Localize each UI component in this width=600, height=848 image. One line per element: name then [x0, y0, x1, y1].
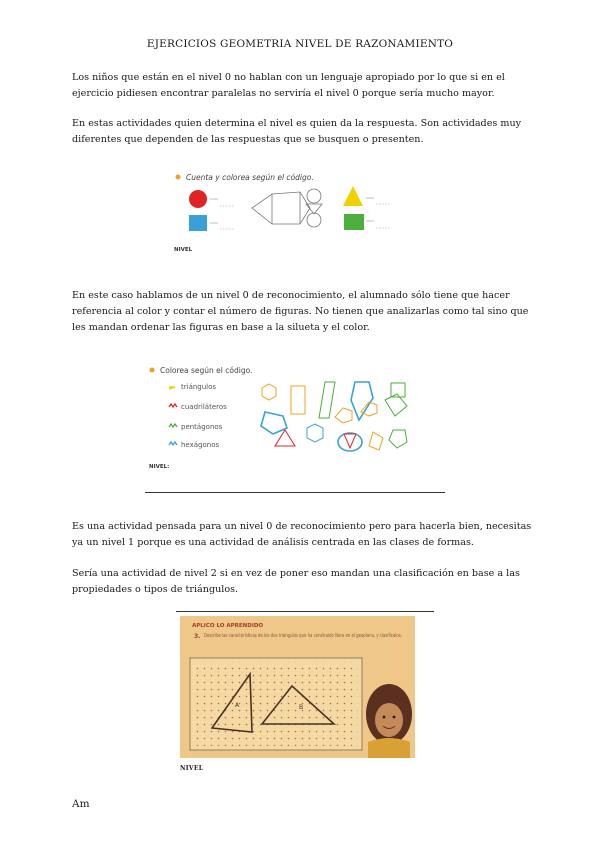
figure2-nivel-label: NIVEL: [149, 464, 170, 470]
svg-text:pentágonos: pentágonos [181, 423, 223, 431]
figure2-instruction: Colorea según el código. [160, 366, 253, 375]
red-circle-shape [189, 190, 207, 208]
line-drawing-figure [252, 189, 322, 227]
triangle-b-label: B [299, 704, 304, 711]
blue-square-shape [189, 215, 207, 231]
svg-text:triángulos: triángulos [181, 383, 217, 391]
legend-hexagonos [169, 441, 219, 449]
legend-triangulos [169, 383, 216, 391]
paragraph-nivel-2: Sería una actividad de nivel 2 si en vez de poner eso mandan una clasificación en base a las propiedades o tipos de triángulos. [72, 568, 520, 595]
girl-illustration [366, 684, 412, 758]
triangle-a-label: A [235, 702, 240, 709]
divider-line [176, 611, 434, 612]
green-rectangle-shape [344, 214, 364, 230]
yellow-triangle-shape [343, 186, 363, 206]
figure3-question: Describe las características de los dos triángulos que ha construido Nora en el geoplano, y clasifícalos. [204, 633, 462, 639]
legend-pentagonos [169, 423, 223, 431]
bullet-icon [176, 175, 181, 180]
figure-geoplano-photo [180, 616, 462, 758]
figure3-nivel-label: NIVEL [180, 765, 204, 772]
figure1-nivel-label: NIVEL [174, 247, 193, 253]
paragraph-nivel-0-lenguaje: Los niños que están en el nivel 0 no hablan con un lenguaje apropiado por lo que si en el ejercicio pidiesen encontrar paralelas no serviría el nivel 0 porque sería mucho mayor. [72, 72, 505, 99]
figure3-header: APLICO LO APRENDIDO [192, 623, 264, 629]
svg-text:hexágonos: hexágonos [181, 441, 220, 449]
divider-line [145, 492, 445, 493]
svg-text:cuadriláteros: cuadriláteros [181, 403, 227, 411]
figure1-instruction: Cuenta y colorea según el código. [186, 173, 314, 182]
page-title: EJERCICIOS GEOMETRIA NIVEL DE RAZONAMIENTO [146, 38, 454, 50]
figure-cuenta-colorea [172, 168, 412, 256]
figure3-question-number: 3. [194, 633, 201, 640]
paragraph-quien-determina-nivel: En estas actividades quien determina el nivel es quien da la respuesta. Son actividades muy diferentes que dependen de las respuestas que se busquen o presenten. [72, 118, 522, 145]
bullet-icon [150, 368, 155, 373]
shapes-cluster [261, 382, 407, 451]
paragraph-analisis: Es una actividad pensada para un nivel 0 de reconocimiento pero para hacerla bien, necesitas ya un nivel 1 porque es una actividad de análisis centrada en las clases de formas. [72, 521, 532, 548]
geoboard-dots [194, 662, 358, 746]
paragraph-reconocimiento: En este caso hablamos de un nivel 0 de reconocimiento, el alumnado sólo tiene que hacer referencia al color y contar el número de figuras. No tienen que analizarlas como tal sino que les mandan ordenar las figuras en base a la silueta y el color. [72, 290, 529, 333]
legend-cuadrilateros [169, 403, 227, 411]
figure-colorea-codigo [145, 360, 420, 475]
signature-text: Am [72, 798, 90, 810]
